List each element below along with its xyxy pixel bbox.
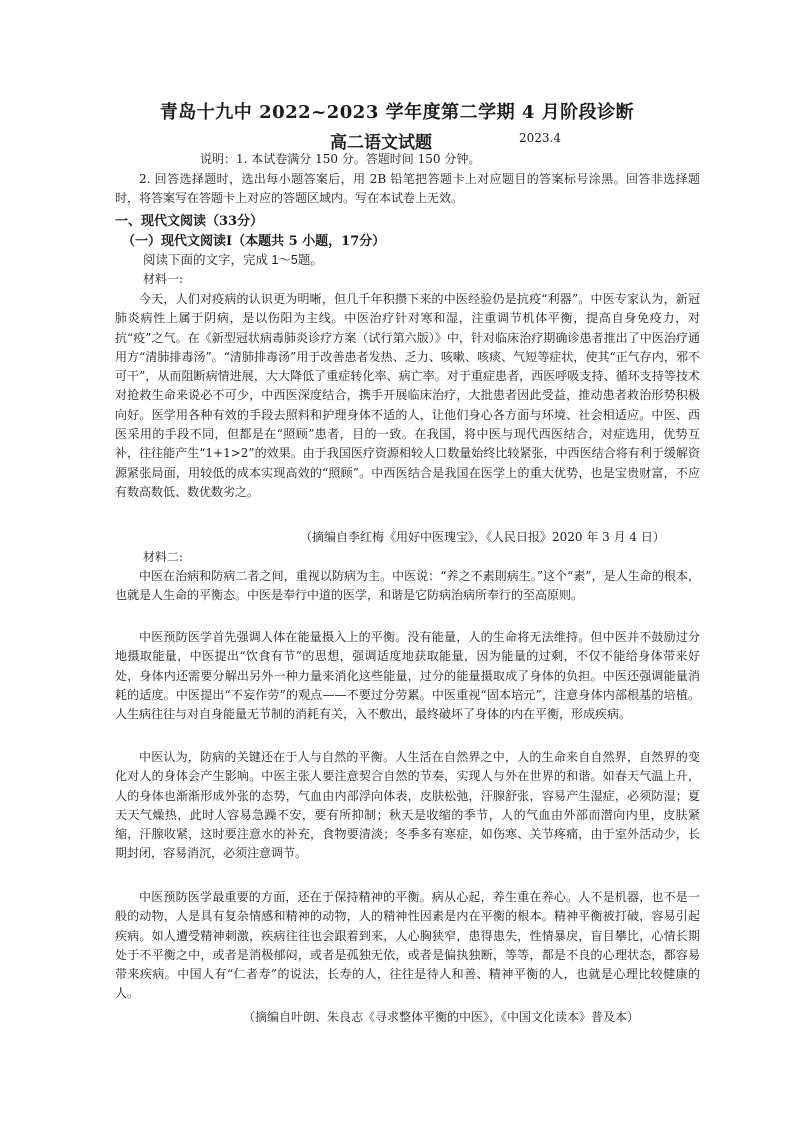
material2-paragraph: 中医预防医学最重要的方面，还在于保持精神的平衡。病从心起，养生重在养心。人不是机器，也不是一般的动物，人是具有复杂情感和精神的动物，人的精神性因素是内在平衡的根本。精神平衡被打破，容易引起疾病。如人遭受精神刺激，疾病往往也会跟着到来，人心胸狭窄，患得患失，性情暴戾，盲目攀比，心情长期处于不平衡之中，或者是消极郁闷，或者是孤独无依，或者是偏执独断，等等，都是不良的心理状态，都容易带来疾病。中国人有“仁者寿”的说法，长寿的人，往往是待人和善、精神平衡的人，也就是心理比较健康的人。 — [115, 890, 700, 1001]
exam-title: 青岛十九中 2022~2023 学年度第二学期 4 月阶段诊断 — [159, 102, 635, 123]
instructions-line-2 — [115, 170, 700, 209]
instructions-line-1: 说明：1. 本试卷满分 150 分。答题时间 150 分钟。 — [200, 152, 481, 166]
material2-paragraph: 中医预防医学首先强调人体在能量摄入上的平衡。没有能量，人的生命将无法维持。但中医并不鼓励过分地摄取能量，中医提出“饮食有节”的思想，强调适度地获取能量，因为能量的过剩，不仅不能给身体带来好处，身体内还需要分解出另外一种力量来消化这些能量，过分的能量摄取成了身体的负担。中医还强调能量消耗的适度。中医提出“不妄作劳”的观点——不要过分劳累。中医重视“固本培元”，注意身体内部根基的培植。人生病往往与对自身能量无节制的消耗有关，入不敷出，最终破坏了身体的内在平衡，形成疾病。 — [115, 630, 700, 722]
instructions-text: 2. 回答选择题时，选出每小题答案后，用 2B 铅笔把答题卡上对应题目的答案标号涂黑。回答非选择题时，将答案写在答题卡上对应的答题区域内。写在本试卷上无效。 — [115, 172, 700, 206]
material2-body-3 — [115, 748, 700, 864]
reading-intro: 阅读下面的文字，完成 1～5题。 — [143, 253, 323, 267]
section-heading-part1: 一、现代文阅读（33分） — [115, 214, 264, 229]
material2-label: 材料二: — [143, 550, 184, 564]
material1-source: （摘编自李红梅《用好中医瑰宝》，《人民日报》2020 年 3 月 4 日） — [300, 530, 665, 544]
material2-body-4 — [115, 888, 700, 1004]
exam-date: 2023.4 — [519, 131, 561, 145]
material1-paragraph: 今天，人们对疫病的认识更为明晰，但几千年积攒下来的中医经验仍是抗疫“利器”。中医专家认为，新冠肺炎病性上属于阴病，是以伤阳为主线。中医治疗针对寒和湿，注重调节机体平衡，提高自身免疫力，对抗“疫”之气。在《新型冠状病毒肺炎诊疗方案（试行第六版）》中，针对临床治疗期确诊患者推出了中医治疗通用方“清肺排毒汤”。“清肺排毒汤”用于改善患者发热、乏力、咳嗽、咳痰、气短等症状，使其“正气存内，邪不可干”，从而阻断病情进展，大大降低了重症转化率、病亡率。对于重症患者，西医呼吸支持、循环支持等技术对抢救生命来说必不可少，中西医深度结合，携手开展临床治疗，大批患者因此受益，推动患者救治形势积极向好。医学用各种有效的手段去照料和护理身体不适的人，让他们身心各方面与环境、社会相适应。中医、西医采用的手段不同，但都是在“照顾”患者，目的一致。在我国，将中医与现代西医结合，对症选用，优势互补，往往能产生“1+1>2”的效果。由于我国医疗资源相较人口数量始终比较紧张，中西医结合将有利于缓解资源紧张局面，用较低的成本实现高效的“照顾”。中西医结合是我国在医学上的重大优势，也是宝贵财富，不应有数高数低、数优数劣之。 — [115, 292, 700, 499]
exam-subtitle: 高二语文试题 — [330, 133, 432, 153]
material2-paragraph: 中医认为，防病的关键还在于人与自然的平衡。人生活在自然界之中，人的生命来自自然界，自然界的变化对人的身体会产生影响。中医主张人要注意契合自然的节奏，实现人与外在世界的和谐。如春天气温上升，人的身体也渐渐形成外张的态势，气血由内部浮向体表，皮肤松弛，汗腺舒张，容易产生湿症，必须防湿；夏天天气燥热，此时人容易急躁不安，要有所抑制；秋天是收缩的季节，人的气血由外部而潜向内里，皮肤紧缩，汗腺收紧，这时要注意水的补充，食物要清淡；冬季多有寒症，如伤寒、关节疼痛，由于室外活动少，长期封闭，容易消沉，必须注意调节。 — [115, 750, 700, 861]
material2-paragraph: 中医在治病和防病二者之间，重视以防病为主。中医说：“养之不素則病生。”这个“素”，是人生命的根本，也就是人生命的平衡态。中医是奉行中道的医学，和谐是它防病治病所奉行的至高原则。 — [115, 569, 700, 603]
section-heading-reading-1: （一）现代文阅读Ⅰ（本题共 5 小题，17分） — [122, 234, 386, 249]
material1-body — [115, 290, 700, 502]
material1-label: 材料一: — [143, 272, 184, 286]
material2-source: （摘编自叶朗、朱良志《寻求整体平衡的中医》，《中国文化读本》普及本） — [243, 1010, 640, 1024]
material2-body-1 — [115, 567, 700, 606]
material2-body-2 — [115, 628, 700, 724]
